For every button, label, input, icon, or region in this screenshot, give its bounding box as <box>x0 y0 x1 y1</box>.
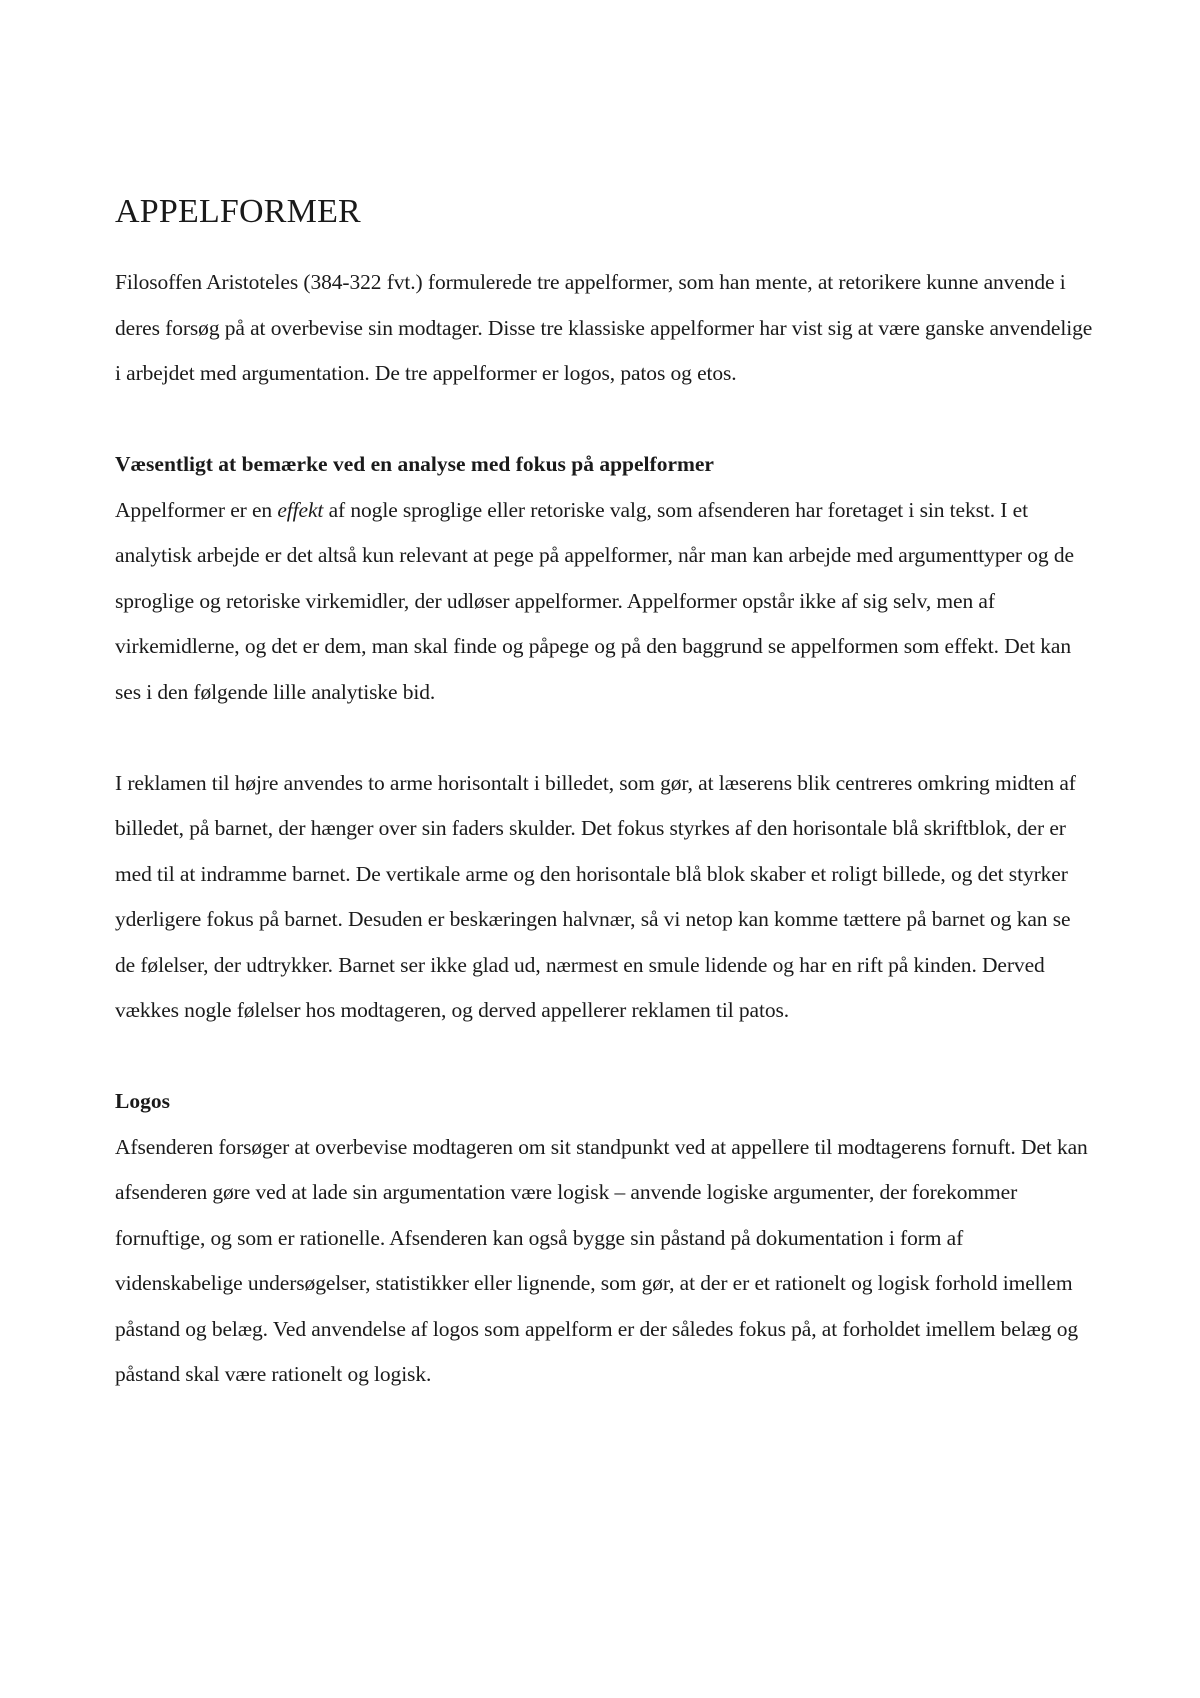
document-title: APPELFORMER <box>115 193 361 230</box>
analysis-text-end: af nogle sproglige eller retoriske valg, som afsenderen har foretaget i sin tekst. I et analytisk arbejde er det altså kun relevant at pege på appelformer, når man kan arbejde med argumenttyper og de sproglige og retoriske virkemidler, der udløser appelformer. Appelformer opstår ikke af sig selv, men af virkemidlerne, og det er dem, man skal finde og påpege og på den baggrund se appelformen som effekt. Det kan ses i den følgende lille analytiske bid. <box>115 497 1074 704</box>
section-heading-logos: Logos <box>115 1089 170 1113</box>
advert-analysis-paragraph: I reklamen til højre anvendes to arme horisontalt i billedet, som gør, at læserens blik centreres omkring midten af billedet, på barnet, der hænger over sin faders skulder. Det fokus styrkes af den horisontale blå skriftblok, der er med til at indramme barnet. De vertikale arme og den horisontale blå blok skaber et roligt billede, og det styrker yderligere fokus på barnet. Desuden er beskæringen halvnær, så vi netop kan komme tættere på barnet og kan se de følelser, der udtrykker. Barnet ser ikke glad ud, nærmest en smule lidende og har en rift på kinden. Derved vækkes nogle følelser hos modtageren, og derved appellerer reklamen til patos. <box>115 770 1076 1022</box>
paragraph-spacer <box>115 715 1095 761</box>
paragraph-spacer <box>115 1034 1095 1080</box>
analysis-text-start: Appelformer er en <box>115 497 278 522</box>
section-heading-analysis: Væsentligt at bemærke ved en analyse med fokus på appelformer <box>115 452 714 476</box>
document-body <box>115 190 1095 1398</box>
logos-paragraph: Afsenderen forsøger at overbevise modtageren om sit standpunkt ved at appellere til modtagerens fornuft. Det kan afsenderen gøre ved at lade sin argumentation være logisk – anvende logiske argumenter, der forekommer fornuftige, og som er rationelle. Afsenderen kan også bygge sin påstand på dokumentation i form af videnskabelige undersøgelser, statistikker eller lignende, som gør, at der er et rationelt og logisk forhold imellem påstand og belæg. Ved anvendelse af logos som appelform er der således fokus på, at forholdet imellem belæg og påstand skal være rationelt og logisk. <box>115 1134 1088 1386</box>
paragraph-spacer <box>115 397 1095 443</box>
analysis-paragraph <box>115 488 1095 716</box>
intro-paragraph: Filosoffen Aristoteles (384-322 fvt.) formulerede tre appelformer, som han mente, at retorikere kunne anvende i deres forsøg på at overbevise sin modtager. Disse tre klassiske appelformer har vist sig at være ganske anvendelige i arbejdet med argumentation. De tre appelformer er logos, patos og etos. <box>115 270 1093 385</box>
emphasis-effekt: effekt <box>277 497 324 522</box>
